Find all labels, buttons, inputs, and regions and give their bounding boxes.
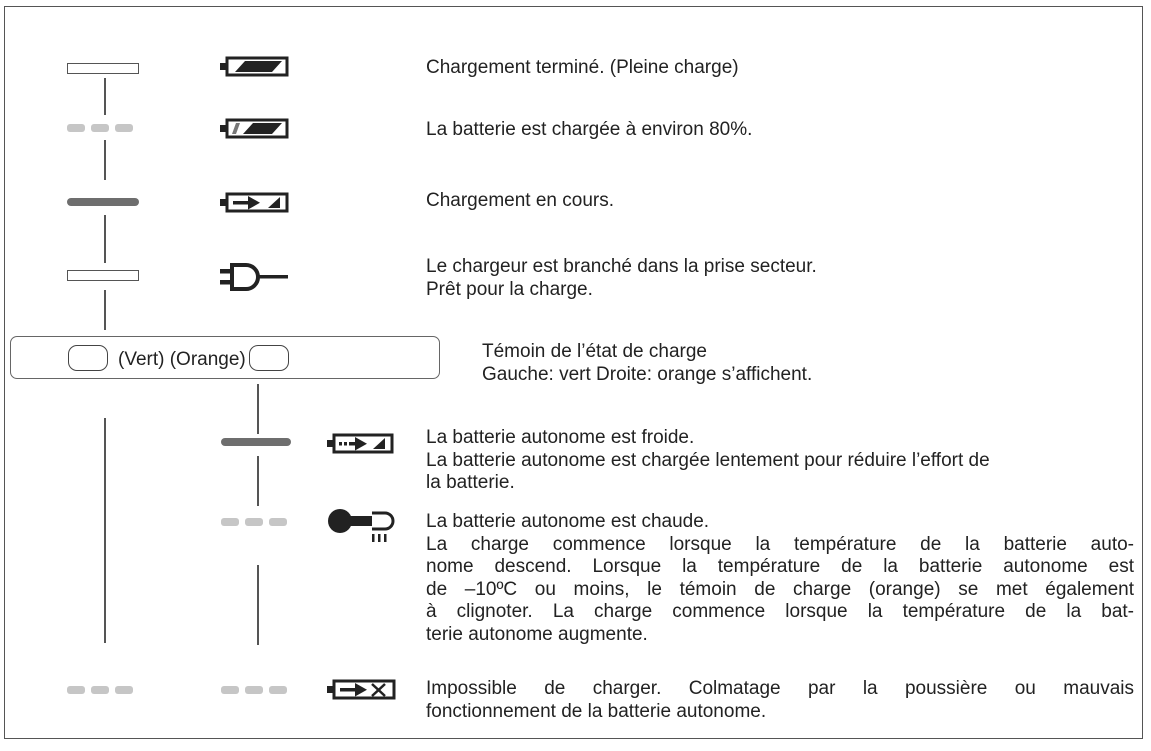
battery-charging-icon [218, 191, 290, 215]
connector-line [104, 290, 106, 330]
connector-line [257, 456, 259, 506]
connector-line [104, 215, 106, 263]
battery-80-icon [218, 118, 290, 140]
connector-line [104, 140, 106, 180]
led-blinking-indicator [221, 686, 289, 694]
led-blinking-indicator [67, 686, 135, 694]
battery-full-icon [218, 56, 290, 78]
row-description: Le chargeur est branché dans la prise secteur. Prêt pour la charge. [426, 256, 817, 300]
led-blinking-indicator [221, 518, 289, 526]
connector-line [104, 418, 106, 643]
orange-led-indicator [249, 345, 289, 371]
row-description: La batterie est chargée à environ 80%. [426, 119, 753, 140]
led-on-indicator [67, 198, 139, 206]
row-description: Chargement en cours. [426, 190, 614, 211]
row-description: Impossible de charger. Colmatage par la poussière ou mauvais fonctionnement de la batterie autonome. [426, 678, 1134, 722]
row-description: Chargement terminé. (Pleine charge) [426, 57, 739, 78]
thermometer-hot-icon [325, 508, 397, 544]
status-box-labels: (Vert) (Orange) [118, 349, 246, 370]
connector-line [257, 565, 259, 645]
connector-line [257, 384, 259, 434]
green-led-indicator [68, 345, 108, 371]
led-off-indicator [67, 63, 139, 74]
power-plug-icon [218, 262, 290, 292]
battery-error-icon [325, 678, 397, 702]
row-description: Témoin de l’état de charge Gauche: vert Droite: orange s’affichent. [482, 341, 813, 385]
row-description: La batterie autonome est froide. La batterie autonome est chargée lentement pour réduire l’effort de la batterie. [426, 427, 990, 493]
led-blinking-indicator [67, 124, 135, 132]
battery-slow-charge-icon [325, 432, 395, 456]
led-on-indicator [221, 438, 291, 446]
row-description: La batterie autonome est chaude. La charge commence lorsque la température de la batterie auto- nome descend. Lorsque la température de la batterie autonome est de –10ºC ou moins, le témoin de charge (orange) se met également à clignoter. La charge commence lorsque la température de la bat- terie autonome augmente. [426, 511, 1134, 645]
connector-line [104, 78, 106, 115]
led-off-indicator [67, 270, 139, 281]
